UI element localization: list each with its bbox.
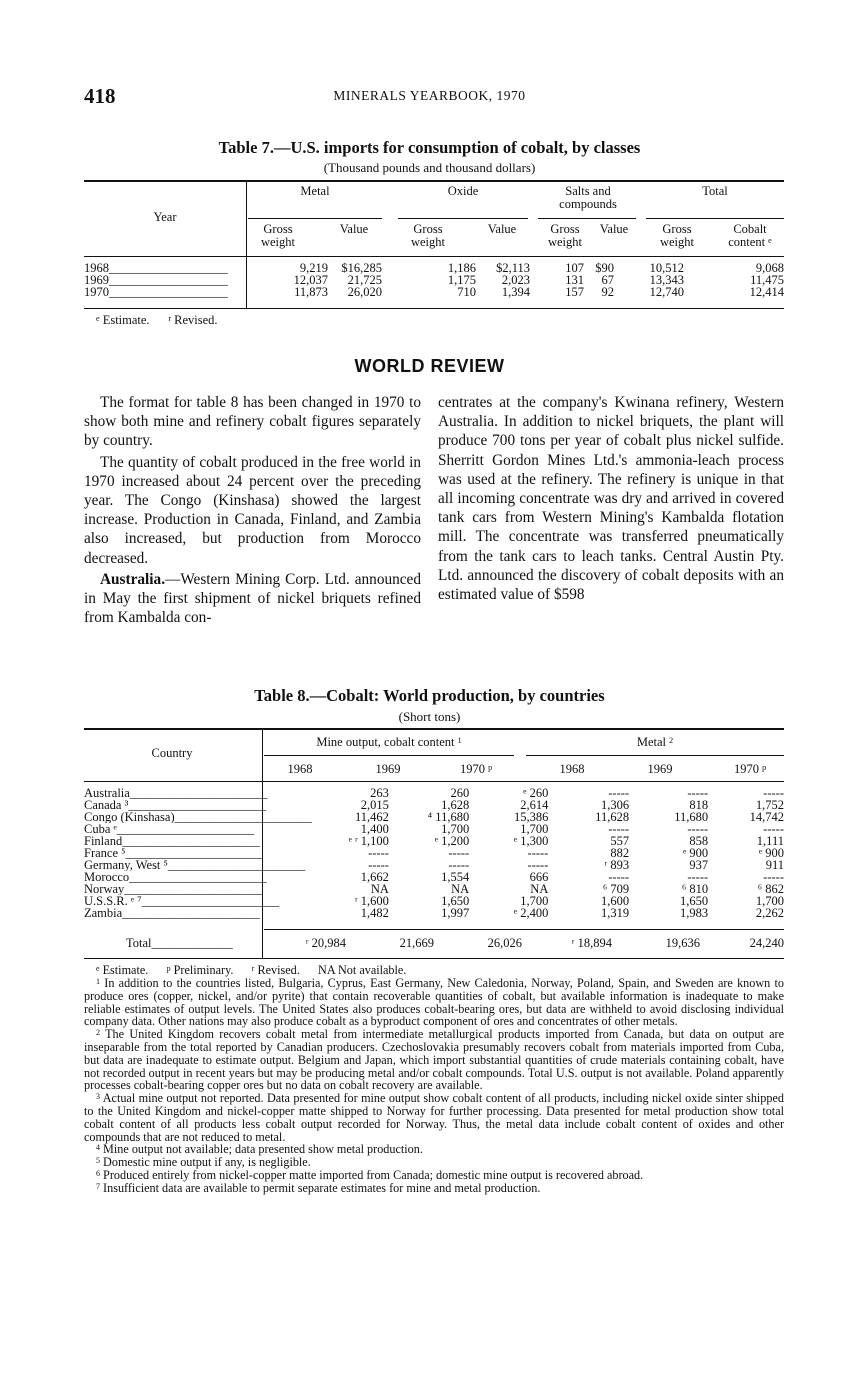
world-review-heading: WORLD REVIEW bbox=[354, 356, 505, 376]
table7-cell-oxide-gw: 710 bbox=[457, 285, 476, 299]
table8-cell-m68: ʳ 1,600 bbox=[354, 894, 389, 908]
table8-title: Table 8.—Cobalt: World production, by countries bbox=[254, 686, 605, 705]
table7-cell-oxide-val: 2,023 bbox=[501, 273, 530, 287]
table8-cell-m70: 666 bbox=[529, 870, 549, 884]
table7-year-header: Year bbox=[153, 210, 177, 224]
page-number: 418 bbox=[84, 84, 116, 108]
table8-cell-r68: ⁶ 709 bbox=[602, 882, 630, 896]
total-mine-1970: 26,026 bbox=[487, 936, 522, 950]
footnote-2: $^2$ The United Kingdom recovers cobalt metal from intermediate metallurgical products imported from Canada, but data on output are inseparable from the total reported by Canadian producers. Czechoslovakia presumably recovers cobalt from materials imported from Cuba, but data are inadequate to estimate output. Belgium and Japan, which import substantial quantities of crude materials containing cobalt, have not recorded output in recent years but may be producing metal and/or cobalt compounds. Total U.S. output is not available. Poland apparently processes cobalt-bearing copper ores but no data on cobalt recovery are available. bbox=[84, 1027, 784, 1093]
table8-header-rule bbox=[84, 781, 784, 782]
table8-cell-r68: 882 bbox=[610, 846, 630, 860]
table8-cell-r70: 2,262 bbox=[755, 906, 784, 920]
table8-cell-r68: 557 bbox=[610, 834, 630, 848]
table8-row bbox=[84, 871, 784, 883]
table8-country: Congo (Kinshasa)______________________ bbox=[84, 811, 313, 823]
table8-cell-m69: ----- bbox=[448, 846, 470, 860]
table8-total-row bbox=[84, 937, 784, 949]
total-metal-1968: ʳ 18,894 bbox=[571, 936, 612, 950]
footnote-5: $^5$ Domestic mine output if any, is negligible. bbox=[96, 1155, 311, 1170]
footnote-7: $^7$ Insufficient data are available to permit separate estimates for mine and metal production. bbox=[96, 1180, 541, 1195]
table7-cell-oxide-gw: 1,186 bbox=[447, 261, 476, 275]
table8-cell-r68: 1,600 bbox=[600, 894, 630, 908]
table8-cell-m68: ᵉ ʳ 1,100 bbox=[348, 834, 389, 848]
total-mine-1968: ʳ 20,984 bbox=[305, 936, 346, 950]
table7-cell-salts-val: 67 bbox=[601, 273, 614, 287]
table7-cell-total-gw: 10,512 bbox=[649, 261, 684, 275]
table7-subtitle: (Thousand pounds and thousand dollars) bbox=[323, 160, 536, 175]
table8-row bbox=[84, 907, 784, 919]
paragraph: The quantity of cobalt produced in the free world in 1970 increased about 24 percent over the preceding year. The Congo (Kinshasa) showed the largest increase. Production in Canada, Finland, and Zambia also increased, but production from Morocco decreased. bbox=[84, 453, 421, 567]
table8-mine-1968: 1968 bbox=[287, 762, 313, 776]
table8-cell-r68: ----- bbox=[608, 822, 630, 836]
table8-cell-m68: 11,462 bbox=[354, 810, 389, 824]
table8-metal-1970: 1970 $^p$ bbox=[733, 762, 767, 776]
table8-cell-r68: ----- bbox=[608, 786, 630, 800]
table7-cell-salts-gw: 107 bbox=[565, 261, 584, 275]
table7-cell-oxide-val: $2,113 bbox=[496, 261, 530, 275]
table8-cell-m68: 2,015 bbox=[360, 798, 389, 812]
table8-total-rule bbox=[264, 929, 784, 930]
table7-oxide-rule bbox=[398, 218, 528, 219]
table8-country: Morocco______________________ bbox=[84, 871, 267, 883]
table7-metal-header: Metal bbox=[300, 184, 330, 198]
table8-cell-m70: ----- bbox=[527, 858, 549, 872]
table8-cell-r69: 1,650 bbox=[680, 894, 709, 908]
total-mine-1969: 21,669 bbox=[399, 936, 434, 950]
table8-row bbox=[84, 835, 784, 847]
table8-mine-header: Mine output, cobalt content $^1$ bbox=[316, 735, 462, 749]
table7-total-header: Total bbox=[702, 184, 728, 198]
table8-top-rule bbox=[84, 728, 784, 730]
running-head: MINERALS YEARBOOK, 1970 bbox=[333, 88, 526, 103]
footnote-3: $^3$ Actual mine output not reported. Data presented for mine output show cobalt content of all products, including nickel oxide sinter shipped to the United Kingdom and nickel-copper matte shipped to Norway for further processing. Data presented for metal production show total cobalt content of all products less cobalt output recorded for Norway. Thus, the metal data include cobalt content of oxides and other compounds that are not reduced to metal. bbox=[84, 1091, 784, 1144]
table8-cell-r69: 11,680 bbox=[674, 810, 709, 824]
table7-oxide-value-header: Value bbox=[487, 222, 517, 236]
table8-metal-header: Metal $^2$ bbox=[636, 735, 674, 749]
table8-cell-m69: ----- bbox=[448, 858, 470, 872]
table8-row bbox=[84, 847, 784, 859]
table7-year: 1970___________________ bbox=[84, 286, 228, 298]
table8-country: France ⁵______________________ bbox=[84, 847, 263, 859]
table7-cell-total-gw: 13,343 bbox=[649, 273, 684, 287]
table7-cell-metal-gw: 12,037 bbox=[293, 273, 328, 287]
table8-cell-m70: 1,700 bbox=[520, 894, 549, 908]
table8-cell-m69: 1,700 bbox=[441, 822, 470, 836]
table7-cell-metal-val: 21,725 bbox=[347, 273, 382, 287]
table8-cell-r69: 1,983 bbox=[680, 906, 709, 920]
table7-oxide-header: Oxide bbox=[447, 184, 479, 198]
table8-country: Zambia______________________ bbox=[84, 907, 260, 919]
table8-cell-m70: ᵉ 1,300 bbox=[513, 834, 549, 848]
table8-footnotes bbox=[84, 977, 784, 1195]
table8-cell-m70: 15,386 bbox=[513, 810, 549, 824]
table8-cell-m69: ᵉ 1,200 bbox=[434, 834, 470, 848]
table7-cell-salts-val: 92 bbox=[601, 285, 614, 299]
left-column bbox=[84, 393, 421, 627]
paragraph-australia: Australia.—Western Mining Corp. Ltd. announced in May the first shipment of nickel briquets refined from Kambalda con- bbox=[84, 570, 421, 627]
table7-salts-rule bbox=[538, 218, 636, 219]
table8-cell-m68: 1,662 bbox=[360, 870, 389, 884]
table7-top-rule bbox=[84, 180, 784, 182]
table8-cell-r69: 818 bbox=[689, 798, 709, 812]
table8-mine-rule bbox=[264, 755, 514, 756]
table7-cobalt-content-header: Cobalt content $^e$ bbox=[728, 222, 772, 249]
table8-cell-r70: ᵉ 900 bbox=[758, 846, 784, 860]
table7-row bbox=[84, 286, 784, 298]
table8-cell-r69: 858 bbox=[689, 834, 709, 848]
table7-total-rule bbox=[646, 218, 784, 219]
table8-cell-m70: 2,614 bbox=[520, 798, 549, 812]
table8-cell-m68: ----- bbox=[368, 846, 389, 860]
table7-salts-value-header: Value bbox=[599, 222, 629, 236]
table8-cell-r70: 911 bbox=[765, 858, 784, 872]
footnote-6: $^6$ Produced entirely from nickel-copper matte imported from Canada; domestic mine output is recovered abroad. bbox=[96, 1167, 644, 1182]
table8-country: U.S.S.R. ᵉ ⁷______________________ bbox=[84, 895, 280, 907]
table8-cell-r68: 11,628 bbox=[595, 810, 630, 824]
table8-cell-m69: 1,628 bbox=[441, 798, 470, 812]
table8-cell-m69: 260 bbox=[450, 786, 470, 800]
table7-oxide-gw-header: Gross weight bbox=[410, 222, 446, 249]
footnote-4: $^4$ Mine output not available; data presented show metal production. bbox=[96, 1142, 423, 1157]
table8-cell-r70: 14,742 bbox=[749, 810, 784, 824]
table8-cell-m68: 1,482 bbox=[360, 906, 389, 920]
paragraph: The format for table 8 has been changed in 1970 to show both mine and refinery cobalt figures separately by country. bbox=[84, 394, 421, 450]
table8-legend: $^e$ Estimate. $^p$ Preliminary. $^r$ Revised. NA Not available. bbox=[96, 963, 407, 977]
table8-cell-m70: ᵉ 260 bbox=[523, 786, 549, 800]
table8-cell-r70: ----- bbox=[763, 870, 784, 884]
total-metal-1970: 24,240 bbox=[749, 936, 784, 950]
table8-mine-1969: 1969 bbox=[375, 762, 401, 776]
table8-cell-m69: ⁴ 11,680 bbox=[427, 810, 470, 824]
table8-total bbox=[84, 937, 784, 949]
table8-cell-r70: 1,111 bbox=[756, 834, 784, 848]
table7-metal-value-header: Value bbox=[339, 222, 369, 236]
table7-cell-salts-gw: 157 bbox=[565, 285, 584, 299]
table7-cell-total-cc: 12,414 bbox=[749, 285, 784, 299]
table8-cell-r70: 1,700 bbox=[755, 894, 784, 908]
table8-bottom-rule bbox=[84, 958, 784, 959]
table8-row bbox=[84, 895, 784, 907]
table8-cell-m68: 1,400 bbox=[360, 822, 389, 836]
table8-cell-r69: 937 bbox=[689, 858, 709, 872]
table7-notes: $^e$ Estimate. $^r$ Revised. bbox=[96, 313, 218, 327]
table7-cell-salts-val: $90 bbox=[595, 261, 614, 275]
table8-cell-r70: 1,752 bbox=[755, 798, 784, 812]
table8-row bbox=[84, 859, 784, 871]
table7-salts-header: Salts and compounds bbox=[559, 184, 617, 211]
table8-country: Norway______________________ bbox=[84, 883, 262, 895]
table8-cell-r70: ----- bbox=[763, 822, 784, 836]
table8-country: Germany, West ⁵______________________ bbox=[84, 859, 306, 871]
table8-metal-1968: 1968 bbox=[559, 762, 585, 776]
paragraph: centrates at the company's Kwinana refinery, Western Australia. In addition to nickel briquets, the plant will produce 700 tons per year of cobalt plus nickel sulfide. Sherritt Gordon Mines Ltd.'s ammonia-leach process was used at the refinery. The refinery is unique in that all incoming concentrate was dry and arrived in covered tank cars from Western Mining's Kambalda flotation mill. The concentrate was transferred pneumatically from the tank cars to leach tanks. Central Austin Pty. Ltd. announced the discovery of cobalt deposits with an estimated value of $598 bbox=[438, 394, 784, 604]
table7-cell-metal-val: $16,285 bbox=[341, 261, 382, 275]
table7-title: Table 7.—U.S. imports for consumption of cobalt, by classes bbox=[218, 138, 641, 157]
table8-subtitle: (Short tons) bbox=[398, 709, 461, 724]
table7-cell-total-gw: 12,740 bbox=[649, 285, 684, 299]
table8-mine-1970: 1970 $^p$ bbox=[459, 762, 493, 776]
table7-cell-salts-gw: 131 bbox=[565, 273, 584, 287]
table7-cell-metal-gw: 11,873 bbox=[294, 285, 328, 299]
table8-row bbox=[84, 883, 784, 895]
right-column bbox=[438, 393, 784, 604]
table7-year: 1969___________________ bbox=[84, 274, 228, 286]
footnote-1: $^1$ In addition to the countries listed, Bulgaria, Cyprus, East Germany, New Caledonia, Norway, Poland, Spain, and Sweden are known to produce ores (copper, nickel, and/or pyrite) that contain recoverable quantities of cobalt, but available information is inadequate to make reliable estimates of output levels. The United States also produces cobalt-bearing ores, but data are withheld to avoid disclosing individual company data. Other nations may also produce cobalt as a byproduct component of ores and concentrates of other metals. bbox=[84, 976, 785, 1029]
table8-cell-m69: NA bbox=[451, 882, 470, 896]
table8-metal-1969: 1969 bbox=[647, 762, 673, 776]
table8-row bbox=[84, 823, 784, 835]
table8-country: Finland______________________ bbox=[84, 835, 260, 847]
table7-year: 1968___________________ bbox=[84, 262, 228, 274]
table7-cell-metal-val: 26,020 bbox=[347, 285, 382, 299]
table8-cell-r69: ⁶ 810 bbox=[681, 882, 709, 896]
table8-cell-r68: ----- bbox=[608, 870, 630, 884]
table8-cell-r69: ----- bbox=[687, 786, 709, 800]
table7-cell-total-cc: 11,475 bbox=[750, 273, 784, 287]
table8-cell-r68: 1,306 bbox=[600, 798, 630, 812]
table8-country-header: Country bbox=[151, 746, 193, 760]
table7-cell-oxide-gw: 1,175 bbox=[447, 273, 476, 287]
table8-metal-rule bbox=[526, 755, 784, 756]
table8-cell-r69: ᵉ 900 bbox=[683, 846, 709, 860]
table8-cell-m70: ----- bbox=[527, 846, 549, 860]
table8-cell-r69: ----- bbox=[687, 870, 709, 884]
table8-country: Australia______________________ bbox=[84, 787, 268, 799]
total-metal-1969: 19,636 bbox=[665, 936, 700, 950]
table7-cell-total-cc: 9,068 bbox=[755, 261, 784, 275]
table7-total-gw-header: Gross weight bbox=[659, 222, 695, 249]
table8-cell-r68: 1,319 bbox=[600, 906, 630, 920]
table7-cell-metal-gw: 9,219 bbox=[299, 261, 328, 275]
table7-header-rule bbox=[84, 256, 784, 257]
table8-cell-r69: ----- bbox=[687, 822, 709, 836]
total-label: Total_____________ bbox=[126, 937, 233, 949]
table7-cell-oxide-val: 1,394 bbox=[501, 285, 530, 299]
table8-cell-m70: NA bbox=[530, 882, 549, 896]
table8-country: Cuba ᵉ______________________ bbox=[84, 823, 255, 835]
table7-salts-gw-header: Gross weight bbox=[547, 222, 583, 249]
table8-cell-r70: ⁶ 862 bbox=[757, 882, 784, 896]
table8-body bbox=[84, 787, 784, 919]
table8-row bbox=[84, 811, 784, 823]
table7-metal-rule bbox=[248, 218, 382, 219]
table7-metal-gw-header: Gross weight bbox=[260, 222, 296, 249]
table8-cell-m70: ᵉ 2,400 bbox=[513, 906, 549, 920]
table8-cell-m68: ----- bbox=[368, 858, 389, 872]
table8-cell-m69: 1,554 bbox=[441, 870, 470, 884]
table8-country: Canada ³______________________ bbox=[84, 799, 266, 811]
table8-cell-m69: 1,997 bbox=[441, 906, 470, 920]
table7-bottom-rule bbox=[84, 308, 784, 309]
table8-cell-m69: 1,650 bbox=[441, 894, 470, 908]
table8-cell-r70: ----- bbox=[763, 786, 784, 800]
table8-cell-m68: 263 bbox=[370, 786, 389, 800]
table8-cell-r68: ʳ 893 bbox=[604, 858, 630, 872]
table8-cell-m68: NA bbox=[370, 882, 389, 896]
table8-cell-m70: 1,700 bbox=[520, 822, 549, 836]
table8-row bbox=[84, 787, 784, 799]
table7-body bbox=[84, 262, 784, 298]
